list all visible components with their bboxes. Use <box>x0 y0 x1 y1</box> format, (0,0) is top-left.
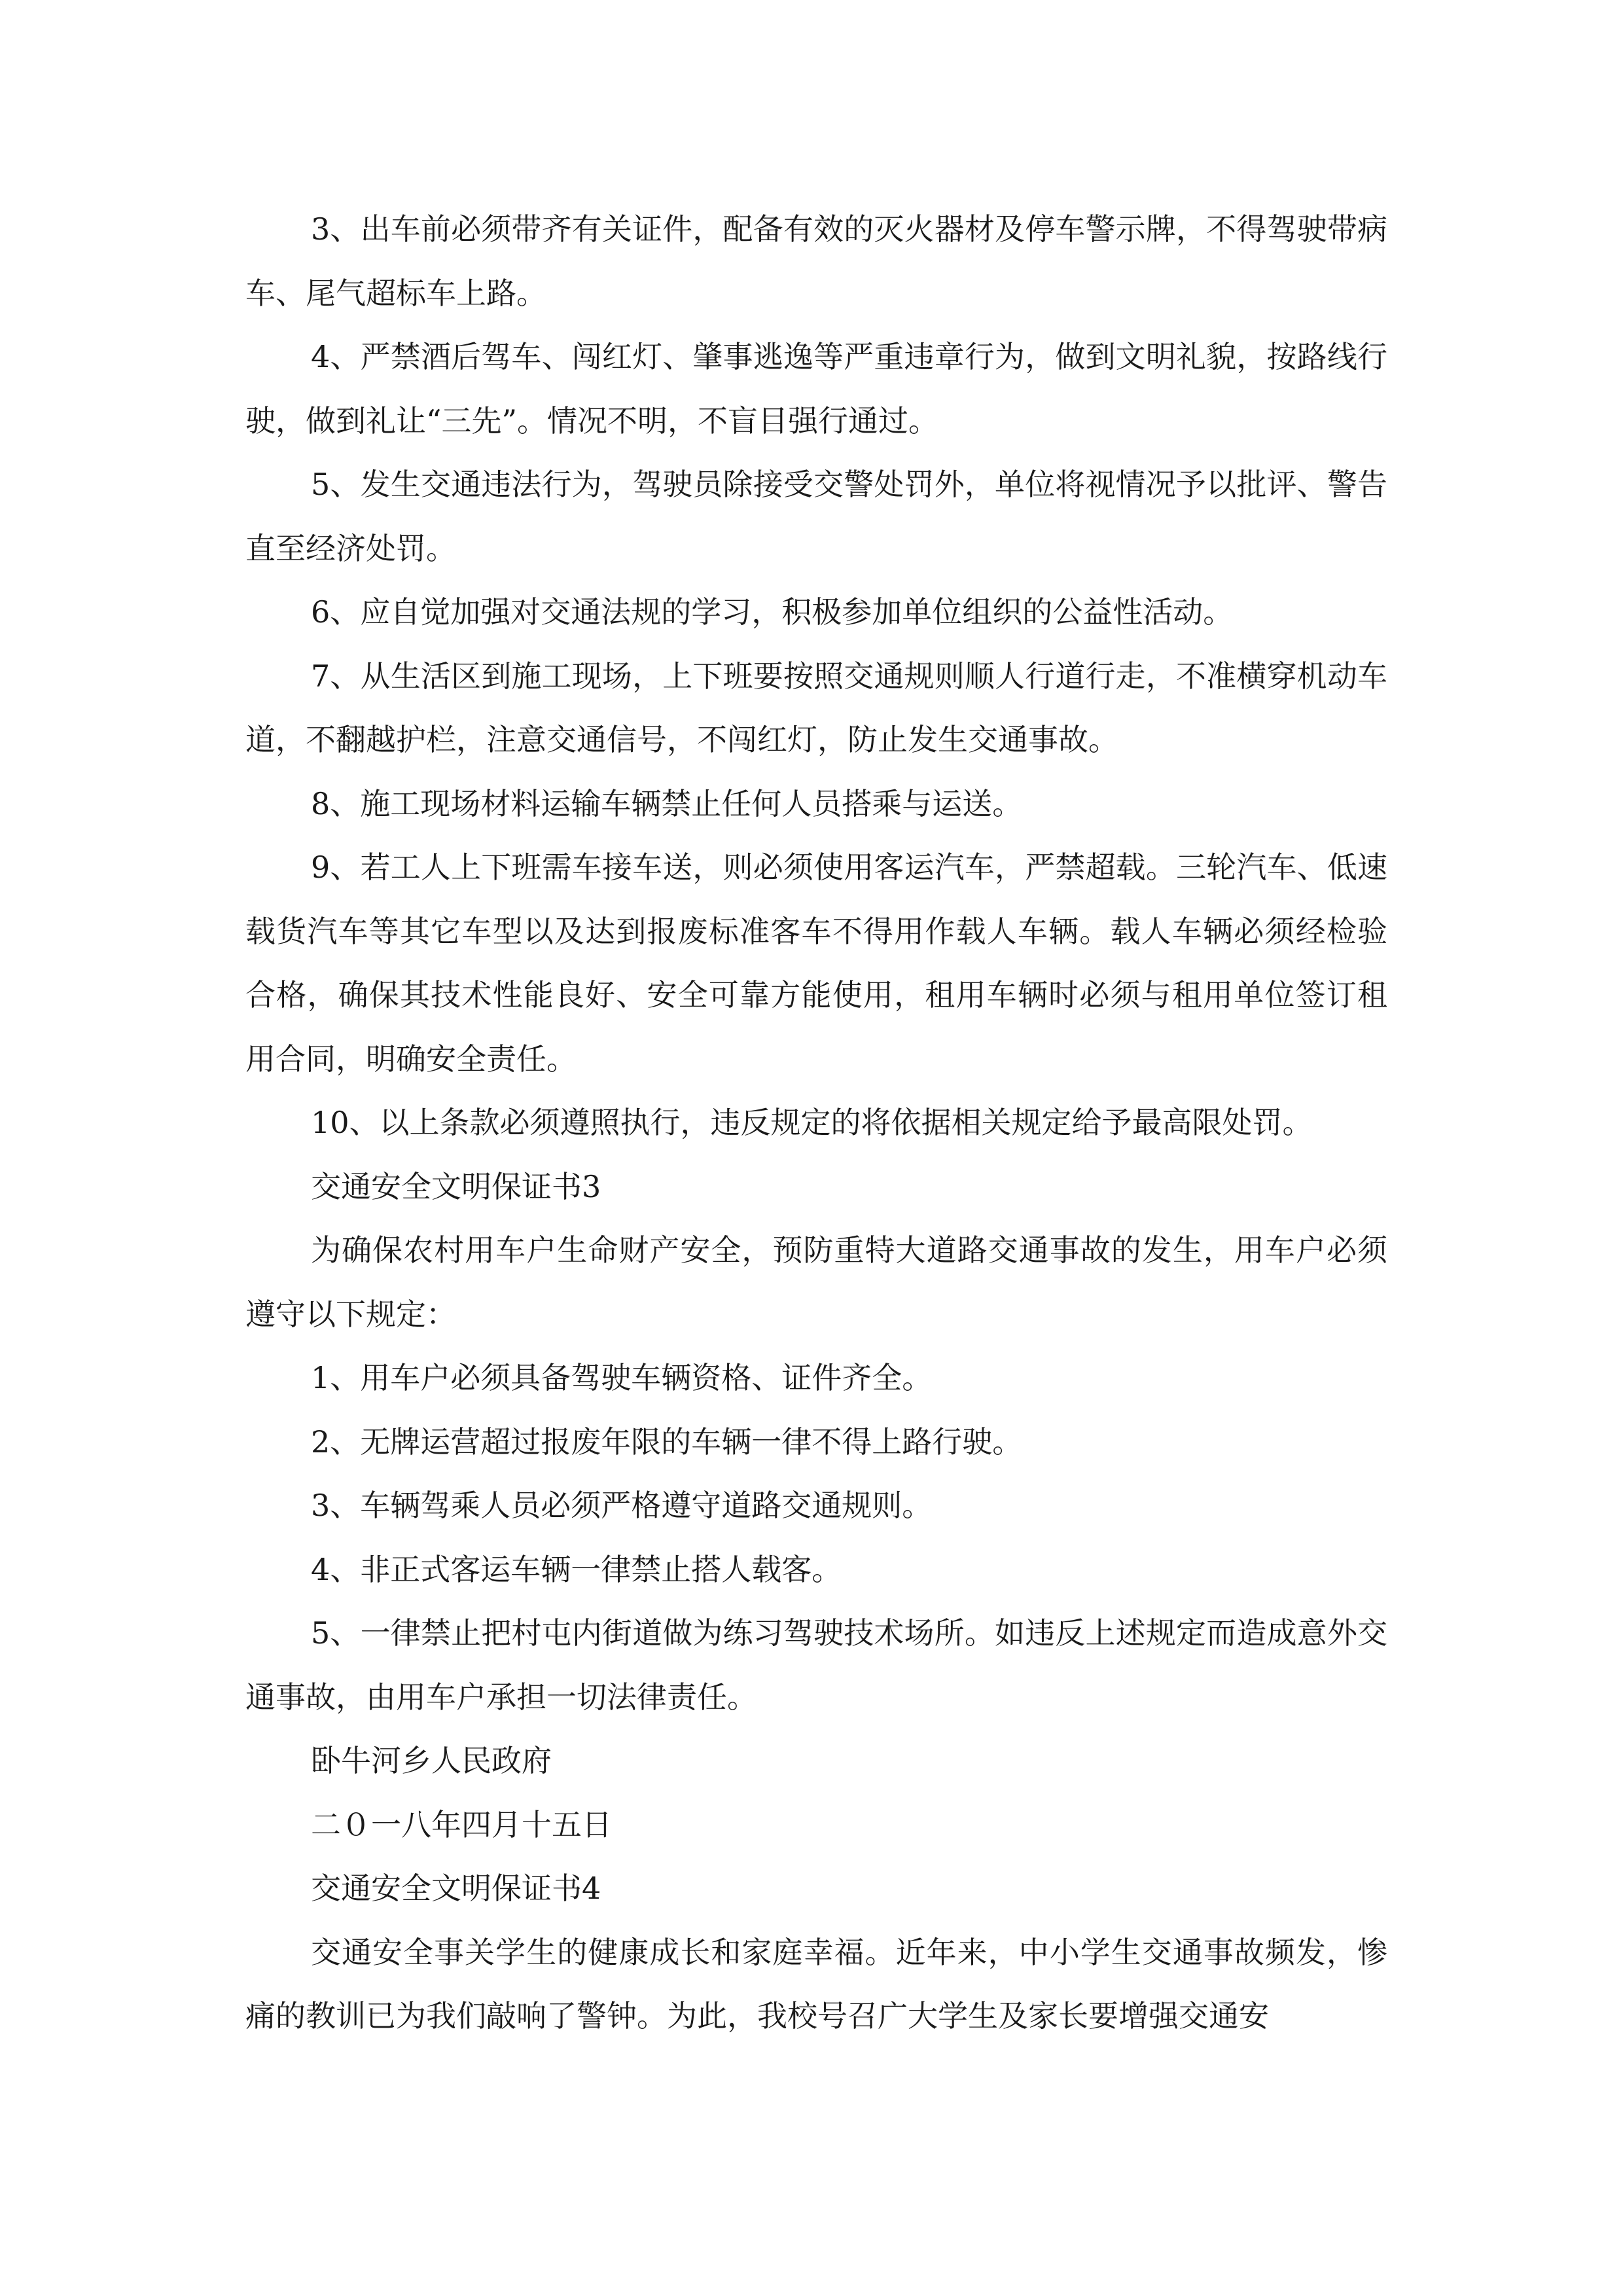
paragraph-item-5: 5、发生交通违法行为，驾驶员除接受交警处罚外，单位将视情况予以批评、警告直至经济处罚。 <box>245 467 1387 566</box>
document-body <box>245 198 1387 2049</box>
rule-item-2: 2、无牌运营超过报废年限的车辆一律不得上路行驶。 <box>311 1424 1023 1460</box>
paragraph-item-7: 7、从生活区到施工现场，上下班要按照交通规则顺人行道行走，不准横穿机动车道，不翻越护栏，注意交通信号，不闯红灯，防止发生交通事故。 <box>245 658 1387 757</box>
rule-item-1: 1、用车户必须具备驾驶车辆资格、证件齐全。 <box>311 1360 933 1395</box>
paragraph-item-6: 6、应自觉加强对交通法规的学习，积极参加单位组织的公益性活动。 <box>311 594 1234 630</box>
rule-item-4: 4、非正式客运车辆一律禁止搭人载客。 <box>311 1551 842 1587</box>
signature-organization: 卧牛河乡人民政府 <box>311 1743 552 1778</box>
paragraph-item-8: 8、施工现场材料运输车辆禁止任何人员搭乘与运送。 <box>311 785 1023 821</box>
signature-date: 二０一八年四月十五日 <box>311 1806 612 1842</box>
section-title-3: 交通安全文明保证书3 <box>311 1168 601 1204</box>
paragraph-item-9: 9、若工人上下班需车接车送，则必须使用客运汽车，严禁超载。三轮汽车、低速载货汽车等其它车型以及达到报废标准客车不得用作载人车辆。载人车辆必须经检验合格，确保其技术性能良好、安全可靠方能使用，租用车辆时必须与租用单位签订租用合同，明确安全责任。 <box>245 850 1387 1077</box>
paragraph-item-3: 3、出车前必须带齐有关证件，配备有效的灭火器材及停车警示牌，不得驾驶带病车、尾气超标车上路。 <box>245 211 1387 311</box>
section-title-4: 交通安全文明保证书4 <box>311 1871 601 1906</box>
rule-item-5: 5、一律禁止把村屯内街道做为练习驾驶技术场所。如违反上述规定而造成意外交通事故，由用车户承担一切法律责任。 <box>245 1615 1387 1715</box>
section-4-body: 交通安全事关学生的健康成长和家庭幸福。近年来，中小学生交通事故频发，惨痛的教训已为我们敲响了警钟。为此，我校号召广大学生及家长要增强交通安 <box>245 1934 1387 2034</box>
paragraph-item-10: 10、以上条款必须遵照执行，违反规定的将依据相关规定给予最高限处罚。 <box>311 1105 1313 1140</box>
paragraph-item-4: 4、严禁酒后驾车、闯红灯、肇事逃逸等严重违章行为，做到文明礼貌，按路线行驶，做到礼让“三先”。情况不明，不盲目强行通过。 <box>245 339 1387 439</box>
section-intro: 为确保农村用车户生命财产安全，预防重特大道路交通事故的发生，用车户必须遵守以下规定： <box>245 1232 1387 1332</box>
rule-item-3: 3、车辆驾乘人员必须严格遵守道路交通规则。 <box>311 1488 933 1523</box>
